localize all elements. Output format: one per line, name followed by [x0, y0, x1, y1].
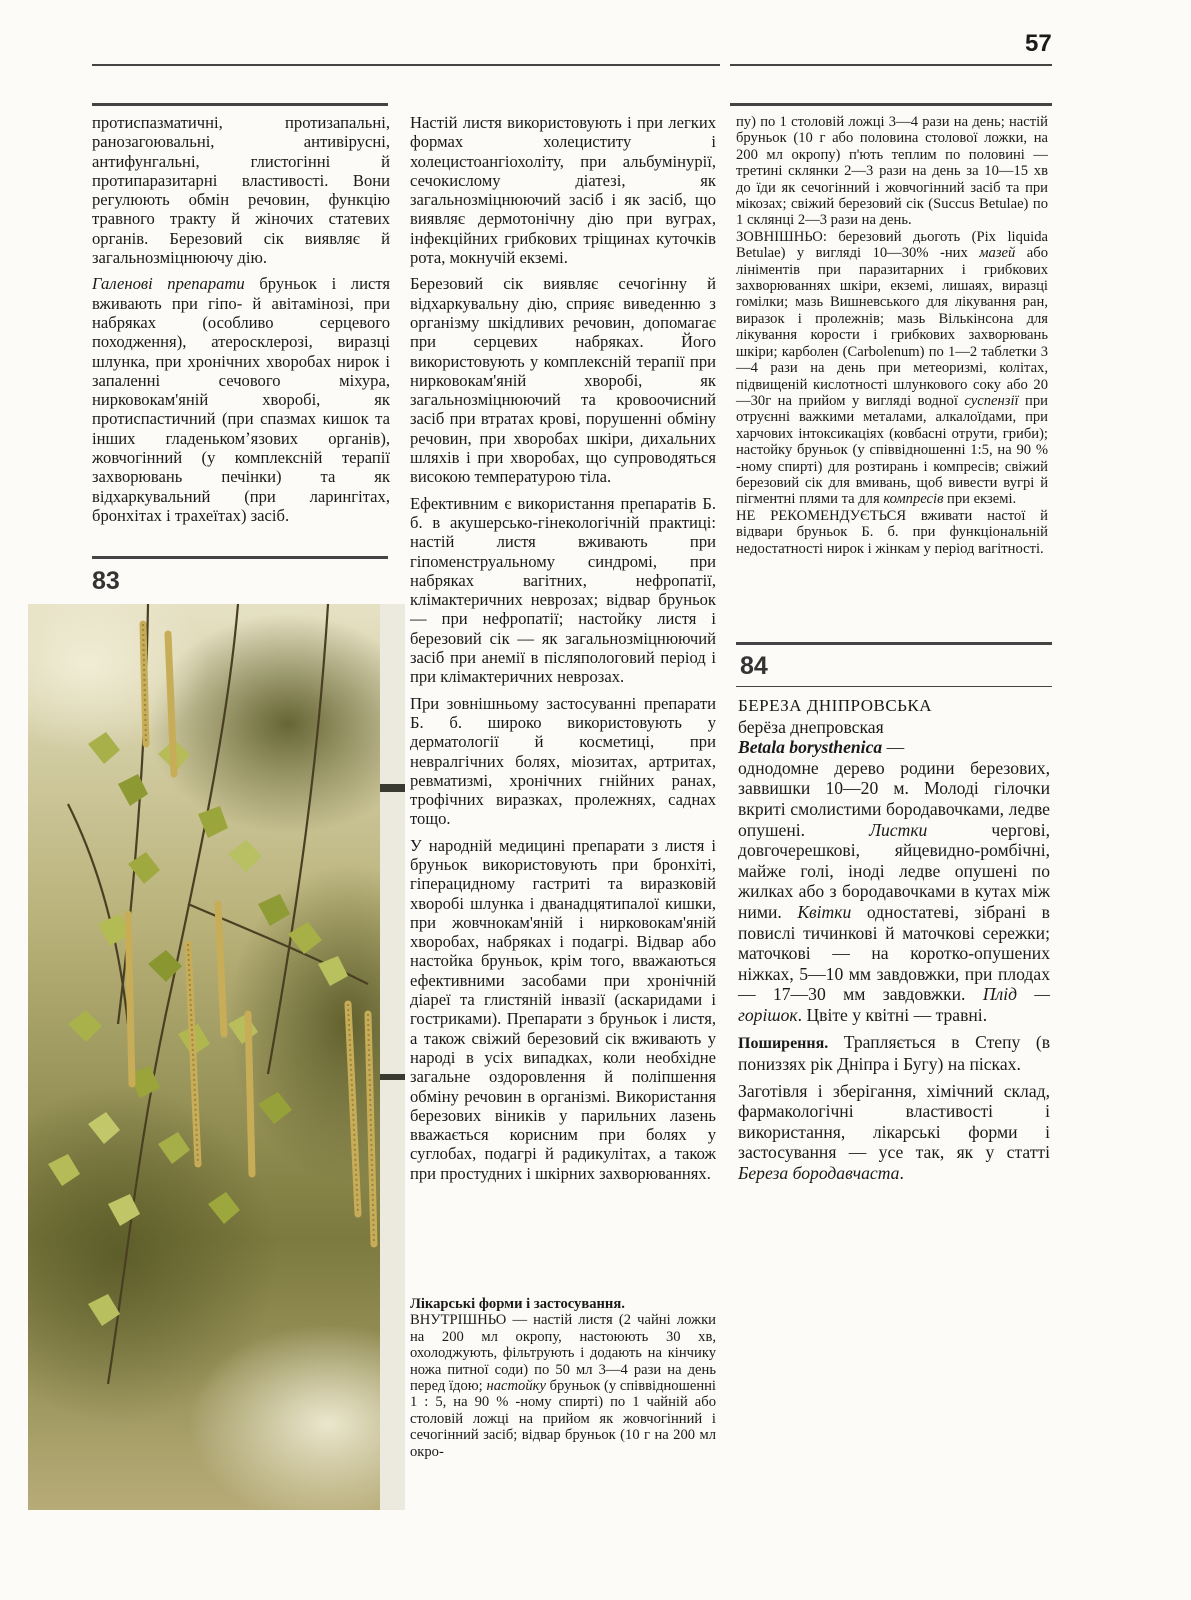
entry-84 — [738, 696, 1050, 1184]
column-2 — [410, 113, 716, 1190]
paragraph: Настій листя використовують і при легких формах холециститу і холецистоангіохоліту, при альбумінурії, сечокислому діатезі, як загальнозміцнюючий засіб і як засіб, що виявляє дермотонічну дію при вуграх, інфекційних грибкових тріщинах куточків рота, мокнучій екземі. — [410, 113, 716, 268]
fig83-rule — [92, 556, 388, 559]
header-rule-right — [730, 64, 1052, 66]
birch-branch-image — [28, 604, 405, 1510]
entry-latin-name: Betala borysthenica — — [738, 737, 905, 758]
entry-russian-name: берёза днепровская — [738, 716, 884, 737]
figure-number-83: 83 — [92, 567, 120, 595]
section-heading: Лікарські форми і застосування. — [410, 1296, 625, 1312]
header-rule-left — [92, 64, 720, 66]
column-2-forms — [410, 1296, 716, 1460]
label-external: ЗОВНІШНЬО — [736, 228, 823, 245]
col1-top-rule — [92, 103, 388, 106]
term: Галенові препарати — [92, 274, 245, 294]
fig84-rule — [736, 642, 1052, 645]
paragraph: Лікарські форми і застосування. ВНУТРІШНЬО — настій листя (2 чайні ложки на 200 мл окропу, настоюють 30 хв, охолоджують, фільтрують і додають на кінчику ножа питної соди) по 50 мл 3—4 рази на день перед їдою; настойку бруньок (у співвідношенні 1 : 5, на 90 % -ному спирті) по 1 чайній або столовій ложці на прийом як жовчогінний і сечогінний засіб; відвар бруньок (10 г на 200 мл окро- — [410, 1296, 716, 1460]
col3-top-rule — [730, 103, 1052, 106]
paragraph: Березовий сік виявляє сечогінну й відхаркувальну дію, сприяє виведенню з організму шкідливих речовин, допомагає при серцевих набряках. Його використовують у комплексній терапії при нирковокам'яній хворобі, як загальнозміцнюючий та кровоочисний засіб при втратах крові, порушенні обміну речовин, при хворобах шкіри, дихальних шляхів і при хворобах, що супроводяться високою температурою тіла. — [410, 274, 716, 487]
label-internal: ВНУТРІШНЬО — [410, 1312, 507, 1329]
entry-reference: Заготівля і зберігання, хімічний склад, фармакологічні властивості і використання, лікарські форми і застосування — усе так, як у статті Береза бородавчаста. — [738, 1080, 1050, 1184]
paragraph: Ефективним є використання препаратів Б. б. в акушерсько-гінекологічній практиці: настій листя вживають при гіпоменструальному синдромі, при набряках вагітних, нефропатії, клімактеричних неврозах; відвар бруньок — при нефропатії; настойку листя і березовий сік — як загальнозміцнюючий засіб при анемії в післяпологовий період і при клімактеричних неврозах. — [410, 493, 716, 687]
figure-number-84: 84 — [740, 652, 768, 680]
entry-description: однодомне дерево родини березових, заввишки 10—20 м. Молоді гілочки вкриті смолистими бородавочками, ледве опушені. Листки чергові, довгочерешкові, яйцевидно-ромбічні, майже голі, іноді ледве опушені по жилках або з бородавочками в кутах між ними. Квітки одностатеві, зібрані в повислі тичинкові й маточкові сережки; маточкові — на коротко-опушених ніжках, 5—10 мм завдовжки, при плодах — 17—30 мм завдовжки. Плід — горішок. Цвіте у квітні — травні. — [738, 757, 1050, 1025]
paragraph: У народній медицині препарати з листя і бруньок використовують при бронхіті, гіперацидному гастриті та виразковій хворобі шлунка і дванадцятипалої кишки, при жовчнокам'яній і нирковокам'яній хворобах, набряках і подагрі. Відвар або настойка бруньок, крім того, вважаються ефективними засобами при хронічній діареї та глистяній інвазії (аскаридами і гостриками). Препарати з бруньок і листя, а також свіжий березовий сік вживають у народі в усіх випадках, коли необхідне загальне оздоровлення й поліпшення обміну речовин в організмі. Використання березових віників у парильних лазень вважається корисним при болях у суглобах, подагрі й радикулітах, а також при простудних і шкірних захворюваннях. — [410, 835, 716, 1183]
paragraph: ЗОВНІШНЬО: березовий дьоготь (Pix liquida Betulae) у вигляді 10—30% -них мазей або лініментів при паразитарних і грибкових захворюваннях шкіри, екземі, лишаях, виразці гомілки; мазь Вишневського для лікування ран, виразок і пролежнів; мазь Вількінсона для лікування корости і грибкових захворювань шкіри; карболен (Carbolenum) по 1—2 таблетки 3—4 рази на день при метеоризмі, колітах, підвищеній кислотності шлункового соку або 20—30г на прийом у вигляді водної суспензії при отруєнні важкими металами, алкалоїдами, при харчових інтоксикаціях (ковбасні отрути, гриби); настойку бруньок (у співвідношенні 1:5, на 90 % -ному спирті) для розтирань і компресів; свіжий березовий сік для вмивань, щоб вивести вугрі й пігментні плями та для компресів при екземі. — [736, 228, 1048, 508]
label-warning: НЕ РЕКОМЕНДУЄТЬСЯ — [736, 507, 907, 524]
paragraph: протиспазматичні, протизапальні, ранозагоювальні, антивірусні, антифунгальні, глистогінні й протипаразитарні властивості. Вони регулюють обмін речовин, функцію травного тракту й жіночих статевих органів. Березовий сік виявляє й загальнозміцнюючу дію. — [92, 113, 390, 268]
page-number: 57 — [1025, 30, 1052, 57]
paragraph: Галенові препарати бруньок і листя вживають при гіпо- й авітамінозі, при набряках (особливо серцевого походження), атеросклерозі, виразці шлунка, при хронічних хворобах нирок і запаленні сечового міхура, нирковокам'яній хворобі, як протиспастичний (при спазмах кишок та інших гладенькомʼязових органів), жовчогінний (у комплексній терапії захворювань печінки) та як відхаркувальний (при ларингітах, бронхітах і трахеїтах) засіб. — [92, 274, 391, 525]
column-3 — [736, 114, 1048, 557]
entry-distribution: Поширення. Трапляється в Степу (в пониззях рік Дніпра і Бугу) на пісках. — [738, 1031, 1050, 1075]
fig84-under-rule — [736, 686, 1052, 687]
column-1 — [92, 113, 390, 532]
paragraph: При зовнішньому застосуванні препарати Б. б. широко використовують у дерматології й косметиці, при невралгічних болях, міозитах, артритах, ревматизмі, хронічних гнійних ранах, трофічних виразках, пролежнях, саднах тощо. — [410, 693, 716, 829]
paragraph: НЕ РЕКОМЕНДУЄТЬСЯ вживати настої й відвари бруньок Б. б. при функціональній недостатності нирок і жінкам у період вагітності. — [736, 507, 1048, 557]
paragraph: пу) по 1 столовій ложці 3—4 рази на день; настій бруньок (10 г або половина столової ложки, на 200 мл окропу) п'ють теплим по половині — третині склянки 2—3 рази на день за 10—15 хв до їди як сечогінний і жовчогінний засіб та при мікозах; свіжий березовий сік (Succus Betulae) по 1 склянці 2—3 рази на день. — [736, 114, 1048, 229]
birch-photo — [28, 604, 405, 1510]
entry-title: БЕРЕЗА ДНІПРОВСЬКА — [738, 696, 933, 715]
